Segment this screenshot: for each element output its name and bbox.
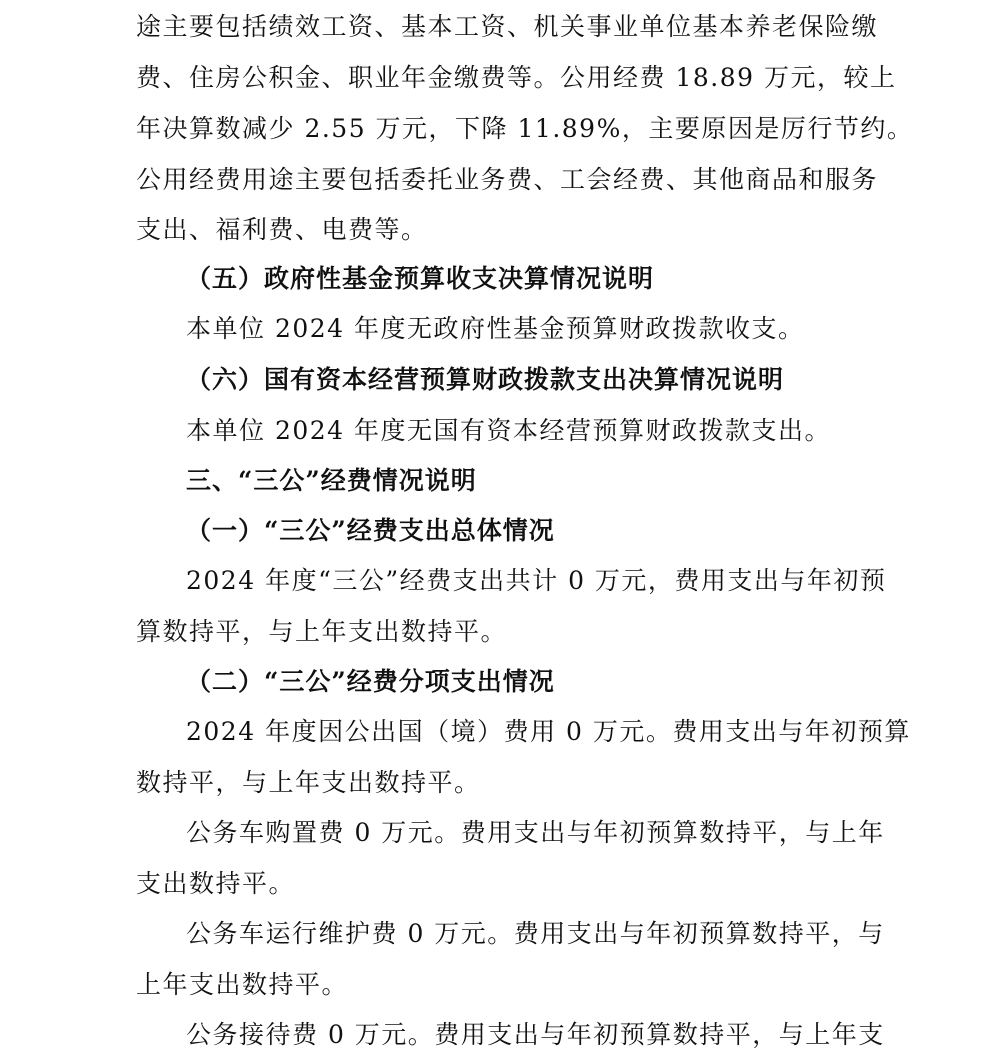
paragraph-line: 费、住房公积金、职业年金缴费等。公用经费 18.89 万元，较上 bbox=[136, 63, 897, 92]
paragraph-line: 公用经费用途主要包括委托业务费、工会经费、其他商品和服务 bbox=[136, 165, 879, 194]
paragraph-line: 本单位 2024 年度无政府性基金预算财政拨款收支。 bbox=[186, 314, 805, 343]
paragraph-line: 本单位 2024 年度无国有资本经营预算财政拨款支出。 bbox=[186, 416, 832, 445]
paragraph-line: 上年支出数持平。 bbox=[136, 970, 349, 999]
paragraph-line: 支出数持平。 bbox=[136, 869, 296, 898]
paragraph-line: 2024 年度“三公”经费支出共计 0 万元，费用支出与年初预 bbox=[186, 566, 887, 595]
paragraph-line: 公务车购置费 0 万元。费用支出与年初预算数持平，与上年 bbox=[186, 818, 885, 847]
paragraph-line: 算数持平，与上年支出数持平。 bbox=[136, 617, 508, 646]
paragraph-line: 2024 年度因公出国（境）费用 0 万元。费用支出与年初预算 bbox=[186, 717, 911, 746]
paragraph-line: 途主要包括绩效工资、基本工资、机关事业单位基本养老保险缴 bbox=[136, 12, 879, 41]
paragraph-line: 公务接待费 0 万元。费用支出与年初预算数持平，与上年支 bbox=[186, 1020, 885, 1049]
paragraph-line: 支出、福利费、电费等。 bbox=[136, 215, 428, 244]
paragraph-line: 公务车运行维护费 0 万元。费用支出与年初预算数持平，与 bbox=[186, 919, 885, 948]
paragraph-line: 数持平，与上年支出数持平。 bbox=[136, 768, 481, 797]
section-heading-2: （二）“三公”经费分项支出情况 bbox=[186, 667, 555, 696]
chapter-heading-3: 三、“三公”经费情况说明 bbox=[186, 466, 477, 495]
section-heading-1: （一）“三公”经费支出总体情况 bbox=[186, 516, 555, 545]
paragraph-line: 年决算数减少 2.55 万元，下降 11.89%，主要原因是厉行节约。 bbox=[136, 114, 914, 143]
section-heading-6: （六）国有资本经营预算财政拨款支出决算情况说明 bbox=[186, 365, 785, 394]
section-heading-5: （五）政府性基金预算收支决算情况说明 bbox=[186, 264, 655, 293]
